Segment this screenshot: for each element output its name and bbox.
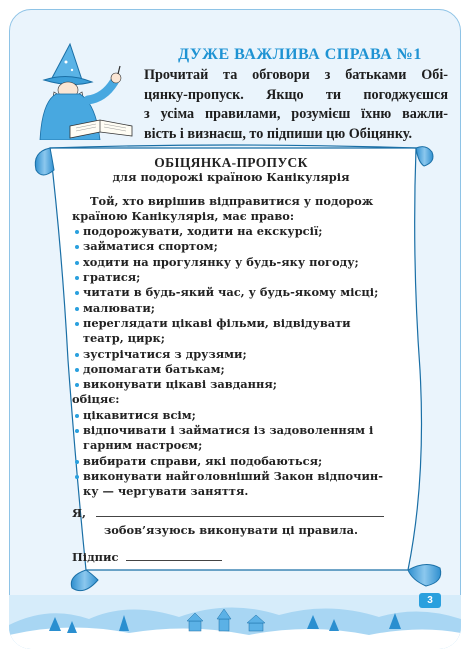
list-item: цікавитися всім; <box>74 408 390 423</box>
list-item: відпочивати і займатися із задоволенням і гарним настроєм; <box>74 423 390 454</box>
list-item: переглядати цікаві фільми, відвідувати театр, цирк; <box>74 316 390 347</box>
pledge-document <box>72 155 390 565</box>
pledge-prefix: Я, <box>72 505 87 520</box>
signature-line <box>72 550 390 565</box>
page-heading: ДУЖЕ ВАЖЛИВА СПРАВА №1 <box>178 46 422 63</box>
list-item: виконувати найголовніший Закон відпочинку — чергувати заняття. <box>74 469 390 500</box>
intro-line: вість і визнаєш, то підпиши цю Обіцянку. <box>144 125 413 142</box>
page-number: 3 <box>419 593 441 608</box>
list-item: виконувати цікаві завдання; <box>74 377 390 392</box>
list-item: подорожувати, ходити на екскурсії; <box>74 224 390 239</box>
signature-field[interactable] <box>126 560 222 561</box>
list-item: допомагати батькам; <box>74 362 390 377</box>
document-intro: країною Канікулярія, має право: <box>72 208 295 223</box>
document-intro: Той, хто вирішив відправитися у подорож <box>90 193 374 208</box>
intro-line: з усіма правилами, розумієш їхню важли- <box>144 106 448 123</box>
list-item: займатися спортом; <box>74 239 390 254</box>
document-subtitle: для подорожі країною Канікулярія <box>112 170 350 185</box>
list-item: ходити на прогулянку у будь-яку погоду; <box>74 255 390 270</box>
intro-line: Прочитай та обговори з батьками Обі- <box>144 67 448 83</box>
intro-line: цянку-пропуск. Якщо ти погоджуєшся <box>144 86 448 103</box>
pledge-name-line <box>72 506 390 521</box>
list-item: зустрічатися з друзями; <box>74 347 390 362</box>
list-item: вибирати справи, які подобаються; <box>74 454 390 469</box>
promises-list <box>72 408 390 500</box>
name-field[interactable] <box>96 516 384 517</box>
signature-label: Підпис <box>72 550 119 565</box>
list-item: гратися; <box>74 270 390 285</box>
promises-label: обіцяє: <box>72 392 120 407</box>
document-title: ОБІЦЯНКА-ПРОПУСК <box>154 155 308 170</box>
list-item: читати в будь-який час, у будь-якому місці; <box>74 285 390 300</box>
rights-list <box>72 224 390 392</box>
landscape-icon <box>9 595 461 649</box>
intro-paragraph <box>144 66 448 144</box>
pledge-suffix: зобов’язуюсь виконувати ці правила. <box>104 522 358 537</box>
list-item: малювати; <box>74 301 390 316</box>
wizard-icon <box>30 42 142 140</box>
